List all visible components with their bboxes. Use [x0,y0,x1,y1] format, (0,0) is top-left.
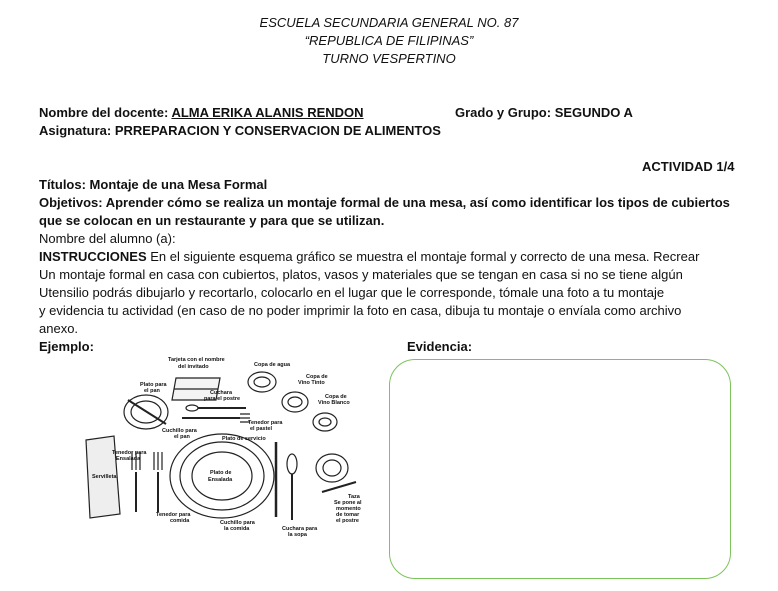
instructions-line-3: Utensilio podrás dibujarlo y recortarlo, colocarlo en el lugar que le corresponde, tómale una foto a tu montaje [39,285,665,300]
instructions-text-1: En el siguiente esquema gráfico se muestra el montaje formal y correcto de una mesa. Recrear [146,249,700,264]
main-fork-illustration [154,452,162,512]
label-cup-5: el postre [336,518,359,524]
label-cup-2: Se pone al [334,500,362,506]
label-water-glass: Copa de agua [254,362,291,368]
label-cup-3: momento [336,506,361,512]
label-soup-spoon: Cuchara para [282,526,318,532]
label-cake-fork-2: el pastel [250,426,273,432]
label-salad-fork: Tenedor para [112,450,147,456]
grade-line [455,104,633,122]
label-soup-spoon-2: la sopa [288,532,307,538]
student-name-label: Nombre del alumno (a): [39,231,176,246]
teacher-name: ALMA ERIKA ALANIS RENDON [171,105,364,120]
objectives-line-1: Objetivos: Aprender cómo se realiza un montaje formal de una mesa, así como identificar los tipos de cubiertos [39,195,730,210]
example-label: Ejemplo: [39,339,94,354]
label-white-wine-2: Vino Blanco [318,400,350,406]
activity-number: ACTIVIDAD 1/4 [642,159,735,174]
instructions-line-5: anexo. [39,321,79,336]
cup-illustration [316,454,356,492]
label-cup: Taza [348,494,360,500]
subject-value: PRREPARACION Y CONSERVACION DE ALIMENTOS [114,123,441,138]
instructions-label: INSTRUCCIONES [39,249,147,264]
red-wine-glass-illustration [282,392,308,412]
soup-spoon-illustration [287,454,297,520]
label-bread-plate: Plato para [140,382,167,388]
label-service-plate: Plato de servicio [222,436,266,442]
grade-label: Grado y Grupo: [455,105,552,120]
label-main-knife: Cuchillo para [220,520,255,526]
white-wine-glass-illustration [313,413,337,431]
instructions-line-1 [39,248,699,266]
label-salad-fork-2: Ensalada [116,456,141,462]
water-glass-illustration [248,372,276,392]
label-dessert-spoon-2: para el postre [204,396,241,402]
label-bread-knife-2: el pan [174,434,190,440]
teacher-line [39,104,364,122]
label-napkin: Servilleta [92,474,117,480]
school-subtitle: “REPUBLICA DE FILIPINAS” [304,33,474,48]
bread-plate-illustration [124,395,168,429]
label-main-fork: Tenedor para [156,512,191,518]
service-plate-illustration [170,434,274,518]
grade-value: SEGUNDO A [554,105,633,120]
label-bread-knife: Cuchillo para [162,428,197,434]
label-salad-plate: Plato de [210,470,232,476]
subject-line [39,122,441,140]
label-name-card-2: del invitado [178,364,209,370]
teacher-label: Nombre del docente: [39,105,169,120]
label-main-knife-2: la comida [224,526,250,532]
label-cup-4: de tomar [336,512,360,518]
evidence-label: Evidencia: [407,339,473,354]
subject-label: Asignatura: [39,123,112,138]
cake-fork-illustration [182,414,250,422]
objectives-line-2: que se colocan en un restaurante y para que se utilizan. [39,213,385,228]
label-red-wine: Copa de [306,374,328,380]
evidence-box[interactable] [389,359,731,579]
label-salad-plate-2: Ensalada [208,477,233,483]
instructions-line-4: y evidencia tu actividad (en caso de no poder imprimir la foto en casa, dibuja tu montaje o envíala como archivo [39,303,682,318]
table-setting-diagram [70,352,390,542]
titles-line: Títulos: Montaje de una Mesa Formal [39,177,268,192]
label-cake-fork: Tenedor para [248,420,283,426]
label-white-wine: Copa de [325,394,347,400]
label-name-card: Tarjeta con el nombre [168,357,225,363]
label-main-fork-2: comida [170,518,190,524]
label-bread-plate-2: el pan [144,388,160,394]
school-shift: TURNO VESPERTINO [322,51,456,66]
instructions-line-2: Un montaje formal en casa con cubiertos, platos, vasos y materiales que se tengan en casa si no se tiene algún [39,267,683,282]
school-name: ESCUELA SECUNDARIA GENERAL NO. 87 [259,15,519,30]
label-dessert-spoon: Cuchara [210,390,233,396]
dessert-spoon-illustration [186,405,246,411]
label-red-wine-2: Vino Tinto [298,380,325,386]
